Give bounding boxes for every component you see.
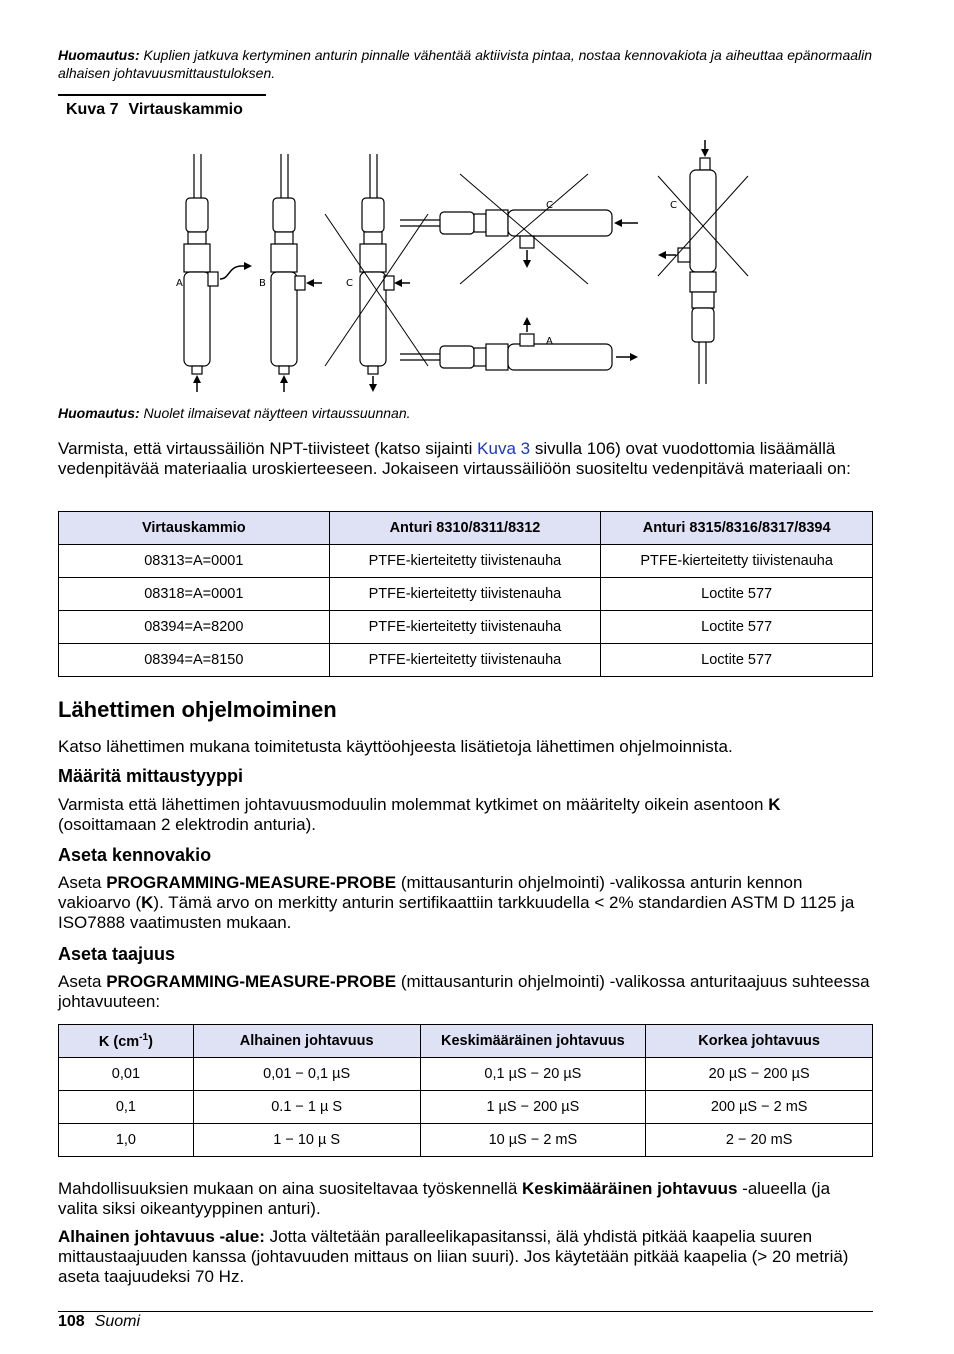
- label-b: B: [259, 278, 266, 289]
- table-cell: 1 − 10 µ S: [193, 1124, 420, 1157]
- table-header-row: [59, 512, 873, 545]
- probe-a: [184, 154, 218, 374]
- table-cell: 1 µS − 200 µS: [420, 1091, 646, 1124]
- figure-note: Huomautus: Nuolet ilmaisevat näytteen virtaussuunnan.: [58, 405, 411, 421]
- subsection-title-cell-constant: Aseta kennovakio: [58, 845, 212, 865]
- table-cell: Loctite 577: [601, 644, 873, 677]
- table-cell: 0,01: [59, 1058, 194, 1091]
- table-header-row: [59, 1025, 873, 1058]
- label-a-horizontal: A: [546, 336, 553, 347]
- footer-language: Suomi: [94, 1313, 141, 1330]
- table-row: [59, 1124, 873, 1157]
- subsection-title-measure-type: Määritä mittaustyyppi: [58, 766, 244, 786]
- table-cell: 08318=A=0001: [59, 578, 330, 611]
- figure-title: Virtauskammio: [128, 101, 243, 118]
- subsection-title-frequency: Aseta taajuus: [58, 944, 176, 964]
- table-cell: Loctite 577: [601, 611, 873, 644]
- table-header: Korkea johtavuus: [646, 1025, 873, 1058]
- table-cell: PTFE-kierteitetty tiivistenauha: [329, 611, 601, 644]
- table-header: K $(cm^{-1})$: [59, 1025, 194, 1058]
- table-cell: 2 − 20 mS: [646, 1124, 873, 1157]
- page-number: 108: [58, 1313, 85, 1330]
- flow-chamber-figure: [170, 136, 760, 398]
- table-cell: PTFE-kierteitetty tiivistenauha: [329, 578, 601, 611]
- table-row: [59, 1091, 873, 1124]
- page-footer: [58, 1313, 140, 1331]
- table-cell: 0,1 µS − 20 µS: [420, 1058, 646, 1091]
- table-cell: 08394=A=8200: [59, 611, 330, 644]
- table-header: Virtauskammio: [59, 512, 330, 545]
- table-cell: PTFE-kierteitetty tiivistenauha: [329, 644, 601, 677]
- low-range-paragraph: Alhainen johtavuus -alue: Jotta vältetään paralleelikapasitanssi, älä yhdistä pitkää kaapelia suuren mittaustaajuuden kanssa (johtavuuden mittaus on liian suuri). Jos käytetään pitkää kaapelia (> 20 metriä) aseta taajuudeksi 70 Hz.: [58, 1227, 849, 1286]
- table-cell: 10 µS − 2 mS: [420, 1124, 646, 1157]
- figure-rule: [58, 94, 266, 96]
- table-row: [59, 611, 873, 644]
- table-cell: Loctite 577: [601, 578, 873, 611]
- table-cell: 08313=A=0001: [59, 545, 330, 578]
- top-note: Huomautus: Kuplien jatkuva kertyminen anturin pinnalle vähentää aktiivista pintaa, nostaa kennovakiota ja aiheuttaa epänormaalin alhaisen johtavuusmittaustuloksen.: [58, 47, 873, 81]
- label-a-vertical: A: [176, 278, 183, 289]
- section-text: Katso lähettimen mukana toimitetusta käyttöohjeesta lisätietoja lähettimen ohjelmoinnista.: [58, 737, 733, 756]
- probe-c-vertical: [360, 154, 394, 374]
- table-row: [59, 578, 873, 611]
- table-row: [59, 644, 873, 677]
- table-header: Anturi 8315/8316/8317/8394: [601, 512, 873, 545]
- probe-c-horizontal: [400, 210, 612, 248]
- frequency-text: Aseta PROGRAMMING-MEASURE-PROBE (mittausanturin ohjelmointi) -valikossa anturitaajuus suhteessa johtavuuteen:: [58, 972, 870, 1011]
- table-row: [59, 545, 873, 578]
- probe-c-inverted: [678, 158, 716, 384]
- intro-paragraph: Varmista, että virtaussäiliön NPT-tiivisteet (katso sijainti Kuva 3 sivulla 106) ovat vuodottomia lisäämällä vedenpitävää materiaalia uroskierteeseen. Jokaiseen virtaussäiliöön suositeltu vedenpitävä materiaali on:: [58, 439, 851, 478]
- table-header: Keskimääräinen johtavuus: [420, 1025, 646, 1058]
- probe-a-horizontal: [400, 334, 612, 370]
- table-cell: 1,0: [59, 1124, 194, 1157]
- figure-caption: [66, 101, 253, 119]
- table-cell: PTFE-kierteitetty tiivistenauha: [329, 545, 601, 578]
- label-c-horizontal: C: [546, 200, 553, 211]
- table-cell: 20 µS − 200 µS: [646, 1058, 873, 1091]
- label-c-inverted: C: [670, 200, 677, 211]
- table-header: Anturi 8310/8311/8312: [329, 512, 601, 545]
- sealant-table: [58, 511, 873, 677]
- table-header: Alhainen johtavuus: [193, 1025, 420, 1058]
- section-title: Lähettimen ohjelmoiminen: [58, 697, 337, 722]
- table-cell: 0,01 − 0,1 µS: [193, 1058, 420, 1091]
- table-cell: 08394=A=8150: [59, 644, 330, 677]
- probe-b: [271, 154, 305, 374]
- footer-rule: [58, 1311, 873, 1312]
- label-c-vertical: C: [346, 278, 353, 289]
- table-cell: 0,1: [59, 1091, 194, 1124]
- table-cell: PTFE-kierteitetty tiivistenauha: [601, 545, 873, 578]
- medium-range-paragraph: Mahdollisuuksien mukaan on aina suositeltavaa työskennellä Keskimääräinen johtavuus -alueella (ja valita siksi oikeantyyppinen anturi).: [58, 1179, 831, 1218]
- table-row: [59, 1058, 873, 1091]
- cell-constant-text: Aseta PROGRAMMING-MEASURE-PROBE (mittausanturin ohjelmointi) -valikossa anturin kennon vakioarvo (K). Tämä arvo on merkitty anturin sertifikaattiin tarkkuudella < 2% standardien ASTM D 1125 ja ISO7888 vaatimusten mukaan.: [58, 873, 855, 932]
- figure-number: Kuva 7: [66, 101, 119, 118]
- figure-link[interactable]: Kuva 3: [477, 439, 531, 458]
- table-cell: 0.1 − 1 µ S: [193, 1091, 420, 1124]
- measure-type-text: Varmista että lähettimen johtavuusmoduulin molemmat kytkimet on määritelty oikein asentoon K (osoittamaan 2 elektrodin anturia).: [58, 795, 781, 834]
- frequency-table: [58, 1024, 873, 1157]
- table-cell: 200 µS − 2 mS: [646, 1091, 873, 1124]
